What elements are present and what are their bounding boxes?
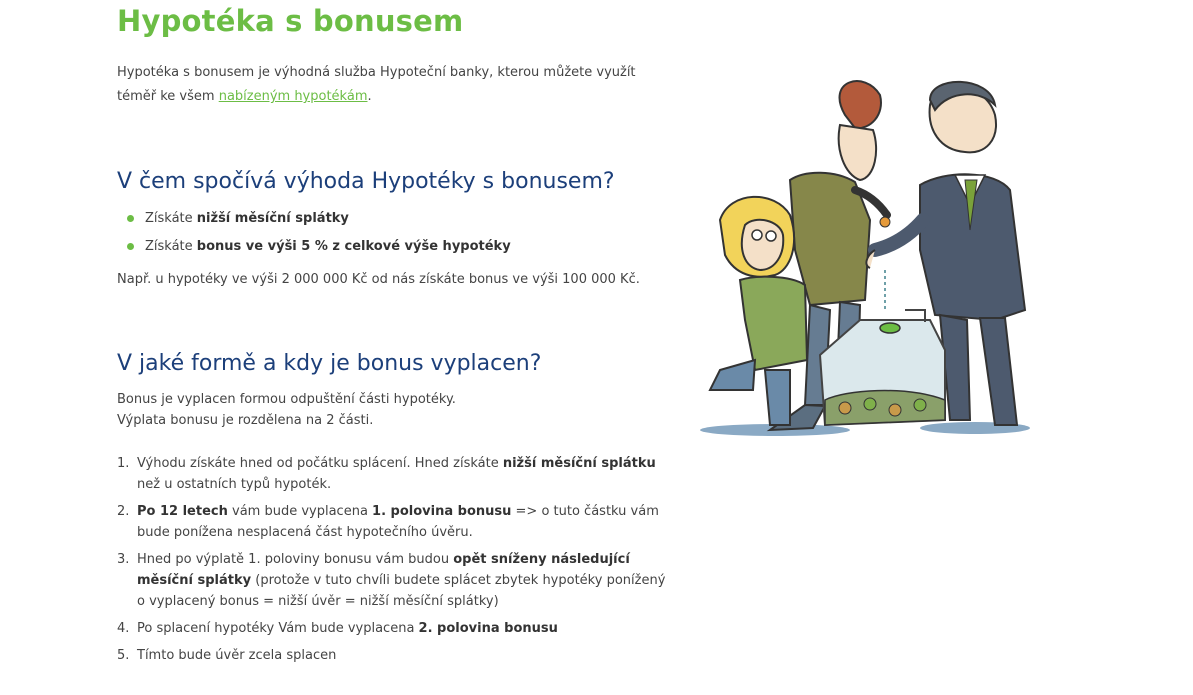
example-text: Např. u hypotéky ve výši 2 000 000 Kč od nás získáte bonus ve výši 100 000 Kč. [117,272,640,287]
step-bold: Po 12 letech [137,504,228,519]
step-text: Hned po výplatě 1. poloviny bonusu vám budou [137,552,454,567]
item-bold: nižší měsíční splátky [196,211,349,226]
advantage-heading: V čem spočívá výhoda Hypotéky s bonusem? [117,169,615,194]
form-line-2: Výplata bonusu je rozdělena na 2 části. [117,413,374,428]
step-text: => o tuto částku vám bude ponížena nesplacená část hypotečního úvěru. [137,504,659,540]
list-item [117,236,511,264]
step-text: než u ostatních typů hypoték. [137,477,332,492]
steps-list [117,453,677,672]
step-number: 2. [117,504,130,519]
intro-paragraph [117,61,677,109]
page-title: Hypotéka s bonusem [117,4,464,38]
list-item [117,549,677,612]
item-bold: bonus ve výši 5 % z celkové výše hypotéky [196,239,511,254]
item-prefix: Získáte [145,239,197,254]
step-number: 5. [117,648,130,663]
step-bold: 1. polovina bonusu [372,504,512,519]
bullet-dot-icon [127,215,134,222]
step-bold: 2. polovina bonusu [418,621,558,636]
step-text: Po splacení hypotéky Vám bude vyplacena [137,621,419,636]
step-bold: nižší měsíční splátku [502,456,656,471]
list-item [117,501,677,543]
list-item [117,453,677,495]
step-number: 1. [117,456,130,471]
family-bank-piggybank-illustration-icon [695,70,1035,440]
form-description [117,389,456,431]
step-text: Výhodu získáte hned od počátku splácení. Hned získáte [137,456,503,471]
form-heading: V jaké formě a kdy je bonus vyplacen? [117,351,542,376]
list-item [117,208,511,236]
bullet-dot-icon [127,243,134,250]
step-bold: opět sníženy následující měsíční splátky [137,552,630,588]
step-text: (protože v tuto chvíli budete splácet zbytek hypotéky ponížený o vyplacený bonus = nižší úvěr = nižší měsíční splátky) [137,573,666,609]
list-item [117,645,677,666]
offered-mortgages-link[interactable]: nabízeným hypotékám [218,89,368,104]
list-item [117,618,677,639]
form-line-1: Bonus je vyplacen formou odpuštění části hypotéky. [117,392,456,407]
item-prefix: Získáte [145,211,197,226]
step-text: vám bude vyplacena [227,504,373,519]
intro-text: Hypotéka s bonusem je výhodná služba Hypoteční banky, kterou můžete využít téměř ke všem [117,65,636,104]
step-text: Tímto bude úvěr zcela splacen [137,648,337,663]
advantage-list [117,208,511,264]
step-number: 4. [117,621,130,636]
intro-end: . [367,89,372,104]
step-number: 3. [117,552,130,567]
